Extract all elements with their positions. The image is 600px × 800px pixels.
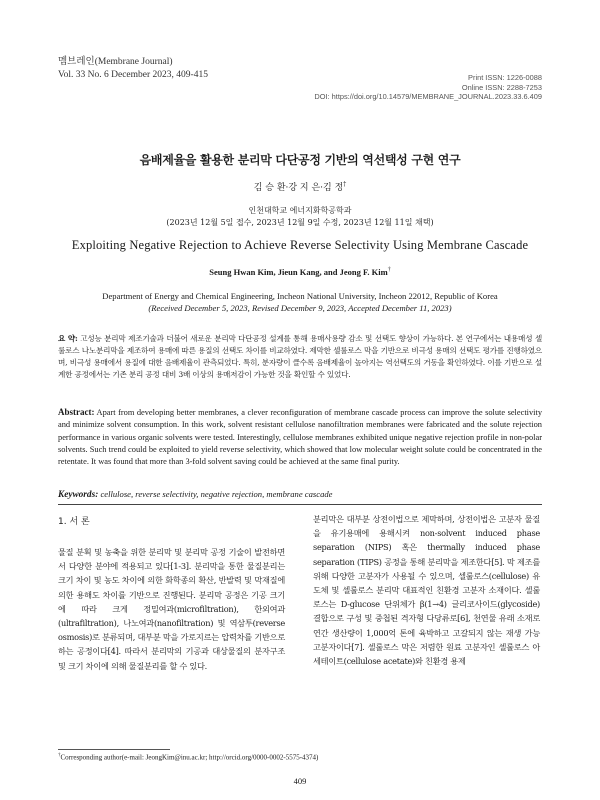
title-english: Exploiting Negative Rejection to Achieve Reverse Selectivity Using Membrane Cascade [71,238,529,252]
title-korean: 음배제율을 활용한 분리막 다단공정 기반의 역선택성 구현 연구 [139,153,461,167]
authors-english-names: Seung Hwan Kim, Jieun Kang, and Jeong F. Kim [209,267,388,277]
section-heading-introduction: 1. 서 론 [58,517,90,527]
body-column-right: 분리막은 대부분 상전이법으로 제막하며, 상전이법은 고분자 물질을 유기용매에 용해시켜 non-solvent induced phase separation (NIPS) 혹은 thermally induced phase separation (TIPS) 공정을 통해 분리막을 제조한다[5]. 막 제조를 위해 다양한 고분자가 사용될 수 있으며, 셀룰로스(cellulose) 유도체 및 셀룰로스 분리막 대표적인 친환경 고분자 소재이다. 셀룰로스는 D-glucose 단위체가 β(1→4) 글리코사이드(glycoside) 결합으로 구성 및 중첩된 격자형 다당류로[6], 천연물 유래 소재로 연간 생산량이 1,000억 톤에 육박하고 고갈되지 않는 재생 가능 고분자이다[7]. 셀룰로스 막은 저렴한 원료 고분자인 셀룰로스 아세테이트(cellulose acetate)와 친환경 용제 [313,514,540,667]
dates-korean: (2023년 12월 5일 접수, 2023년 12월 9일 수정, 2023년 12월 11일 채택) [166,218,434,227]
keywords-value: cellulose, reverse selectivity, negative rejection, membrane cascade [100,489,333,499]
page-number: 409 [293,776,307,786]
abstract-english [58,406,542,468]
journal-header [58,56,208,82]
abstract-english-label: Abstract: [58,407,95,417]
authors-korean-names: 김 승 환·강 지 은·김 정 [253,183,344,193]
abstract-korean-text: 고성능 분리막 제조기술과 더불어 새로운 분리막 다단공정 설계를 통해 용매사용량 감소 및 선택도 향상이 가능하다. 본 연구에서는 내용매성 셀룰로스 나노분리막을 제조하여 용매에 따른 용질의 선택도 차이를 비교하였다. 제막한 셀룰로스 막을 기반으로 비극성 용매의 선택도 평가를 진행하였으며, 비극성 용매에서 용질에 대한 음배제율이 관측되었다. 특히, 분자량이 클수록 음배제율이 높아지는 역선택도의 거동을 확인하였다. 이를 기반으로 설계한 공정에서는 기존 분리 공정 대비 3배 이상의 용매저감이 가능한 것을 확인할 수 있었다. [58,334,543,379]
abstract-korean [58,333,542,381]
affiliation-english: Department of Energy and Chemical Engineering, Incheon National University, Incheon 22012, Republic of Korea [102,291,498,301]
keywords-label: Keywords: [58,490,99,500]
affiliation-korean-block [0,205,600,229]
section-divider [58,504,542,505]
doi-link[interactable]: DOI: https://doi.org/10.14579/MEMBRANE_JOURNAL.2023.33.6.409 [314,92,542,102]
footnote [58,753,318,761]
footnote-text: Corresponding author(e-mail: JeongKim@inu.ac.kr; http://orcid.org/0000-0002-5575-4374) [60,753,319,762]
corresponding-mark-en: † [387,267,391,274]
footnote-mark: † [58,753,61,758]
keywords [58,489,542,500]
journal-issue: Vol. 33 No. 6 December 2023, 409-415 [58,70,208,80]
journal-name: 멤브레인(Membrane Journal) [58,57,173,67]
footnote-divider [58,749,170,750]
authors-english [0,267,600,277]
issn-block [314,73,542,102]
abstract-english-text: Apart from developing better membranes, a clever reconfiguration of membrane cascade process can improve the solute selectivity and minimize solvent consumption. In this work, solvent resistant cellulose nanofiltration membranes were fabricated and the solute rejection performance in various organic solvents were tested. Interestingly, cellulose membranes exhibited unique negative rejection profile in non-polar solvents. Such trend could be exploited to yield reverse selectivity, which showed that low molecular weight solute could be concentrated in the retentate. It was found that more than 3-fold solvent saving could be achieved at the same final purity. [58,408,543,467]
corresponding-mark: † [343,181,347,188]
online-issn: Online ISSN: 2288-7253 [461,82,542,92]
authors-korean [0,180,600,193]
print-issn: Print ISSN: 1226-0088 [468,73,542,82]
body-column-left: 물질 분획 및 농축을 위한 분리막 및 분리막 공정 기술이 발전하면서 다양한 분야에 적용되고 있다[1-3]. 분리막을 통한 물질분리는 크기 차이 및 농도 차이에 의한 화학종의 확산, 반발력 및 막재질에 의한 용해도 차이를 기반으로 진행된다. 분리막 공정은 기공 크기에 따라 크게 정밀여과(microfiltration), 한외여과(ultrafiltration), 나노여과(nanofiltration) 및 역삼투(reverse osmosis)로 분류되며, 대부분 막을 가로지르는 압력차를 기반으로 하는 공정이다[4]. 따라서 분리막의 기공과 대상물질의 분자구조 및 크기 차이에 의해 물질분리를 할 수 있다. [58,547,285,671]
affiliation-english-block [0,290,600,314]
abstract-korean-label: 요 약: [58,334,78,343]
dates-english: (Received December 5, 2023, Revised December 9, 2023, Accepted December 11, 2023) [148,303,452,313]
affiliation-korean: 인천대학교 에너지화학공학과 [248,206,352,215]
